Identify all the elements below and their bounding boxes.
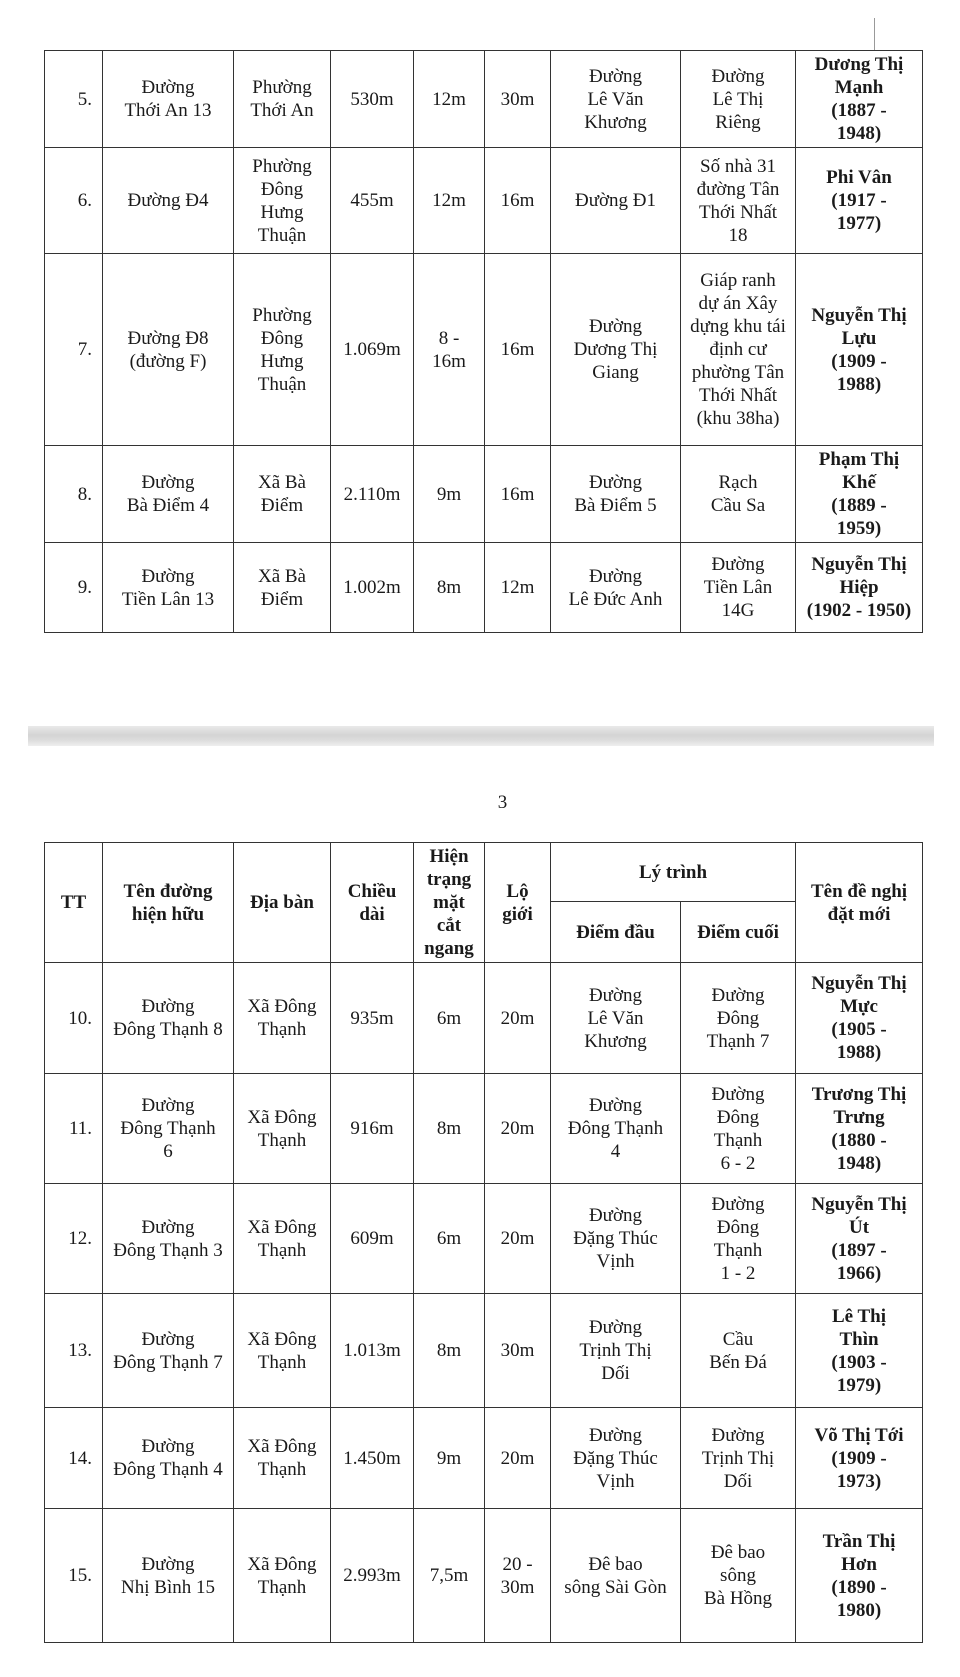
cell-length: 2.993m: [331, 1509, 414, 1643]
header-new-name: Tên đề nghị đặt mới: [796, 843, 923, 963]
cell-tt: 11.: [45, 1074, 103, 1184]
cell-area: Phường Đông Hưng Thuận: [234, 254, 331, 446]
cell-surface: 8m: [414, 543, 485, 633]
header-end: Điểm cuối: [681, 902, 796, 963]
cell-length: 2.110m: [331, 446, 414, 543]
header-start: Điểm đầu: [551, 902, 681, 963]
page-number: 3: [497, 792, 508, 813]
table-row: [45, 963, 923, 1074]
cell-boundary: 16m: [485, 254, 551, 446]
cell-start: Đường Lê Văn Khương: [551, 963, 681, 1074]
header-tt: TT: [45, 843, 103, 963]
cell-name: Đường Đông Thạnh 4: [103, 1408, 234, 1509]
cell-surface: 6m: [414, 1184, 485, 1294]
cell-end: Cầu Bến Đá: [681, 1294, 796, 1408]
table-row: [45, 1074, 923, 1184]
cell-start: Đường Đặng Thúc Vịnh: [551, 1408, 681, 1509]
cell-start: Đường Đặng Thúc Vịnh: [551, 1184, 681, 1294]
cell-new: Nguyễn Thị Út (1897 - 1966): [796, 1184, 923, 1294]
cell-boundary: 20m: [485, 1184, 551, 1294]
cell-end: Đường Đông Thạnh 6 - 2: [681, 1074, 796, 1184]
cell-tt: 6.: [45, 148, 103, 254]
cell-boundary: 20m: [485, 963, 551, 1074]
cell-length: 1.013m: [331, 1294, 414, 1408]
cell-length: 1.450m: [331, 1408, 414, 1509]
cell-name: Đường Đ8 (đường F): [103, 254, 234, 446]
cell-tt: 14.: [45, 1408, 103, 1509]
cell-tt: 10.: [45, 963, 103, 1074]
cell-surface: 12m: [414, 148, 485, 254]
streets-table-bottom: [44, 842, 923, 1643]
header-boundary: Lộ giới: [485, 843, 551, 963]
page-separator: [28, 726, 934, 746]
cell-area: Xã Đông Thạnh: [234, 1509, 331, 1643]
cell-boundary: 30m: [485, 51, 551, 148]
cell-new: Phi Vân (1917 - 1977): [796, 148, 923, 254]
cell-boundary: 16m: [485, 446, 551, 543]
cell-length: 935m: [331, 963, 414, 1074]
cell-tt: 12.: [45, 1184, 103, 1294]
cell-boundary: 20m: [485, 1408, 551, 1509]
cell-new: Nguyễn Thị Hiệp (1902 - 1950): [796, 543, 923, 633]
cell-tt: 9.: [45, 543, 103, 633]
cell-area: Xã Đông Thạnh: [234, 1408, 331, 1509]
cell-area: Xã Đông Thạnh: [234, 1074, 331, 1184]
cell-tt: 13.: [45, 1294, 103, 1408]
cell-name: Đường Tiền Lân 13: [103, 543, 234, 633]
cell-start: Đường Đông Thạnh 4: [551, 1074, 681, 1184]
cell-area: Xã Đông Thạnh: [234, 1184, 331, 1294]
cell-length: 1.069m: [331, 254, 414, 446]
cell-new: Võ Thị Tới (1909 - 1973): [796, 1408, 923, 1509]
cell-name: Đường Bà Điểm 4: [103, 446, 234, 543]
cell-start: Đường Dương Thị Giang: [551, 254, 681, 446]
cell-area: Xã Bà Điểm: [234, 543, 331, 633]
cell-start: Đường Đ1: [551, 148, 681, 254]
cell-start: Đường Lê Đức Anh: [551, 543, 681, 633]
cell-surface: 9m: [414, 446, 485, 543]
cell-boundary: 30m: [485, 1294, 551, 1408]
cell-end: Số nhà 31 đường Tân Thới Nhất 18: [681, 148, 796, 254]
cell-surface: 9m: [414, 1408, 485, 1509]
table-row: [45, 446, 923, 543]
cell-name: Đường Nhị Bình 15: [103, 1509, 234, 1643]
cell-length: 1.002m: [331, 543, 414, 633]
cell-start: Đê bao sông Sài Gòn: [551, 1509, 681, 1643]
cell-new: Dương Thị Mạnh (1887 - 1948): [796, 51, 923, 148]
cell-new: Trần Thị Hơn (1890 - 1980): [796, 1509, 923, 1643]
table-row: [45, 1408, 923, 1509]
table-row: [45, 148, 923, 254]
cell-end: Giáp ranh dự án Xây dựng khu tái định cư phường Tân Thới Nhất (khu 38ha): [681, 254, 796, 446]
cell-boundary: 16m: [485, 148, 551, 254]
cell-start: Đường Lê Văn Khương: [551, 51, 681, 148]
cell-surface: 8 - 16m: [414, 254, 485, 446]
cell-tt: 8.: [45, 446, 103, 543]
cell-name: Đường Thới An 13: [103, 51, 234, 148]
header-row: [45, 843, 923, 902]
cell-tt: 15.: [45, 1509, 103, 1643]
cell-name: Đường Đông Thạnh 7: [103, 1294, 234, 1408]
cell-length: 455m: [331, 148, 414, 254]
cell-name: Đường Đông Thạnh 3: [103, 1184, 234, 1294]
cell-boundary: 12m: [485, 543, 551, 633]
cell-new: Phạm Thị Khế (1889 - 1959): [796, 446, 923, 543]
cell-end: Đê bao sông Bà Hồng: [681, 1509, 796, 1643]
header-route: Lý trình: [551, 843, 796, 902]
cell-area: Xã Bà Điểm: [234, 446, 331, 543]
header-surface: Hiện trạng mặt cắt ngang: [414, 843, 485, 963]
cell-tt: 7.: [45, 254, 103, 446]
cell-new: Nguyễn Thị Lựu (1909 - 1988): [796, 254, 923, 446]
cell-area: Phường Thới An: [234, 51, 331, 148]
cell-name: Đường Đ4: [103, 148, 234, 254]
cell-end: Rạch Cầu Sa: [681, 446, 796, 543]
cell-surface: 8m: [414, 1074, 485, 1184]
cell-end: Đường Lê Thị Riêng: [681, 51, 796, 148]
table-row: [45, 543, 923, 633]
cell-surface: 8m: [414, 1294, 485, 1408]
cell-end: Đường Trịnh Thị Dối: [681, 1408, 796, 1509]
cell-length: 609m: [331, 1184, 414, 1294]
table-row: [45, 51, 923, 148]
cell-start: Đường Trịnh Thị Dối: [551, 1294, 681, 1408]
cell-surface: 6m: [414, 963, 485, 1074]
header-length: Chiều dài: [331, 843, 414, 963]
streets-table-top: [44, 50, 923, 633]
header-current-name: Tên đường hiện hữu: [103, 843, 234, 963]
cell-area: Phường Đông Hưng Thuận: [234, 148, 331, 254]
cell-start: Đường Bà Điểm 5: [551, 446, 681, 543]
cell-name: Đường Đông Thạnh 6: [103, 1074, 234, 1184]
cell-end: Đường Đông Thạnh 7: [681, 963, 796, 1074]
cell-area: Xã Đông Thạnh: [234, 1294, 331, 1408]
cell-boundary: 20 - 30m: [485, 1509, 551, 1643]
cell-boundary: 20m: [485, 1074, 551, 1184]
cell-new: Lê Thị Thìn (1903 - 1979): [796, 1294, 923, 1408]
page-edge-mark: [874, 18, 875, 50]
table-row: [45, 254, 923, 446]
cell-length: 530m: [331, 51, 414, 148]
header-area: Địa bàn: [234, 843, 331, 963]
table-row: [45, 1184, 923, 1294]
table-row: [45, 1294, 923, 1408]
cell-end: Đường Đông Thạnh 1 - 2: [681, 1184, 796, 1294]
cell-surface: 7,5m: [414, 1509, 485, 1643]
cell-length: 916m: [331, 1074, 414, 1184]
cell-tt: 5.: [45, 51, 103, 148]
cell-end: Đường Tiền Lân 14G: [681, 543, 796, 633]
cell-surface: 12m: [414, 51, 485, 148]
cell-new: Trương Thị Trưng (1880 - 1948): [796, 1074, 923, 1184]
cell-name: Đường Đông Thạnh 8: [103, 963, 234, 1074]
cell-area: Xã Đông Thạnh: [234, 963, 331, 1074]
table-row: [45, 1509, 923, 1643]
cell-new: Nguyễn Thị Mực (1905 - 1988): [796, 963, 923, 1074]
